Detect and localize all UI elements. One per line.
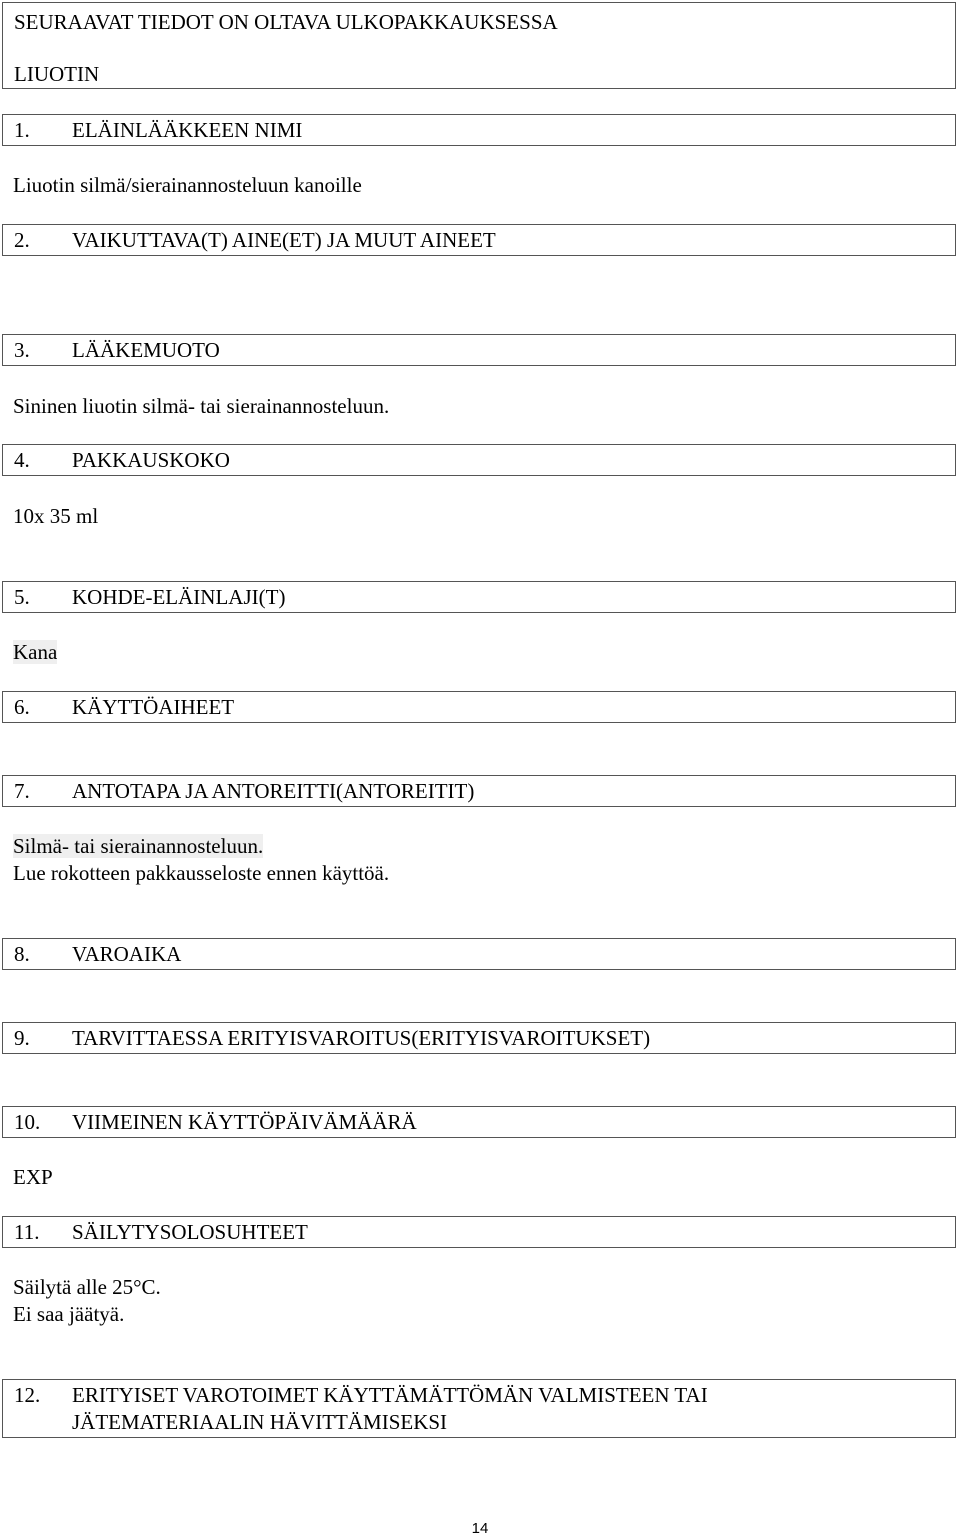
section-11-heading: [2, 1216, 956, 1248]
section-2-title: VAIKUTTAVA(T) AINE(ET) JA MUUT AINEET: [72, 227, 496, 252]
section-2-heading: [2, 224, 956, 256]
section-11-body-line-2: Ei saa jäätyä.: [13, 1302, 125, 1326]
section-1-number: 1.: [14, 117, 30, 142]
header-box: [2, 2, 956, 89]
section-1-body: Liuotin silmä/sierainannosteluun kanoille: [13, 173, 362, 197]
section-6-number: 6.: [14, 694, 30, 719]
section-4-title: PAKKAUSKOKO: [72, 447, 230, 472]
section-9-heading: [2, 1022, 956, 1054]
section-7-heading: [2, 775, 956, 807]
section-3-heading: [2, 334, 956, 366]
section-6-heading: [2, 691, 956, 723]
section-9-number: 9.: [14, 1025, 30, 1050]
section-8-heading: [2, 938, 956, 970]
section-6-title: KÄYTTÖAIHEET: [72, 694, 235, 719]
section-12-number: 12.: [14, 1383, 41, 1407]
section-8-title: VAROAIKA: [72, 941, 182, 966]
section-3-body: Sininen liuotin silmä- tai sierainannosteluun.: [13, 394, 390, 418]
section-10-heading: [2, 1106, 956, 1138]
section-11-number: 11.: [14, 1219, 40, 1244]
section-7-body-line-1: Silmä- tai sierainannosteluun.: [13, 834, 264, 858]
section-1-heading: [2, 114, 956, 146]
document-title: SEURAAVAT TIEDOT ON OLTAVA ULKOPAKKAUKSESSA: [14, 10, 558, 34]
product-type: LIUOTIN: [14, 62, 100, 86]
section-9-title: TARVITTAESSA ERITYISVAROITUS(ERITYISVAROITUKSET): [72, 1025, 651, 1050]
section-11-body-line-1: Säilytä alle 25°C.: [13, 1275, 161, 1299]
section-5-title: KOHDE-ELÄINLAJI(T): [72, 584, 286, 609]
section-7-number: 7.: [14, 778, 30, 803]
section-12-title-line-1: ERITYISET VAROTOIMET KÄYTTÄMÄTTÖMÄN VALMISTEEN TAI: [72, 1383, 708, 1407]
section-10-body: EXP: [13, 1165, 53, 1189]
section-5-number: 5.: [14, 584, 30, 609]
section-4-body: 10x 35 ml: [13, 504, 99, 528]
section-5-heading: [2, 581, 956, 613]
section-4-heading: [2, 444, 956, 476]
section-5-body: Kana: [13, 640, 58, 664]
section-12-title-line-2: JÄTEMATERIAALIN HÄVITTÄMISEKSI: [72, 1410, 448, 1434]
section-1-title: ELÄINLÄÄKKEEN NIMI: [72, 117, 303, 142]
section-3-title: LÄÄKEMUOTO: [72, 337, 220, 362]
section-2-number: 2.: [14, 227, 30, 252]
section-10-title: VIIMEINEN KÄYTTÖPÄIVÄMÄÄRÄ: [72, 1109, 417, 1134]
section-11-title: SÄILYTYSOLOSUHTEET: [72, 1219, 308, 1244]
section-4-number: 4.: [14, 447, 30, 472]
section-7-title: ANTOTAPA JA ANTOREITTI(ANTOREITIT): [72, 778, 475, 803]
section-3-number: 3.: [14, 337, 30, 362]
section-7-body-line-2: Lue rokotteen pakkausseloste ennen käyttöä.: [13, 861, 390, 885]
page-number: 14: [471, 1520, 489, 1537]
section-12-heading: [2, 1379, 956, 1438]
section-8-number: 8.: [14, 941, 30, 966]
section-10-number: 10.: [14, 1109, 41, 1134]
